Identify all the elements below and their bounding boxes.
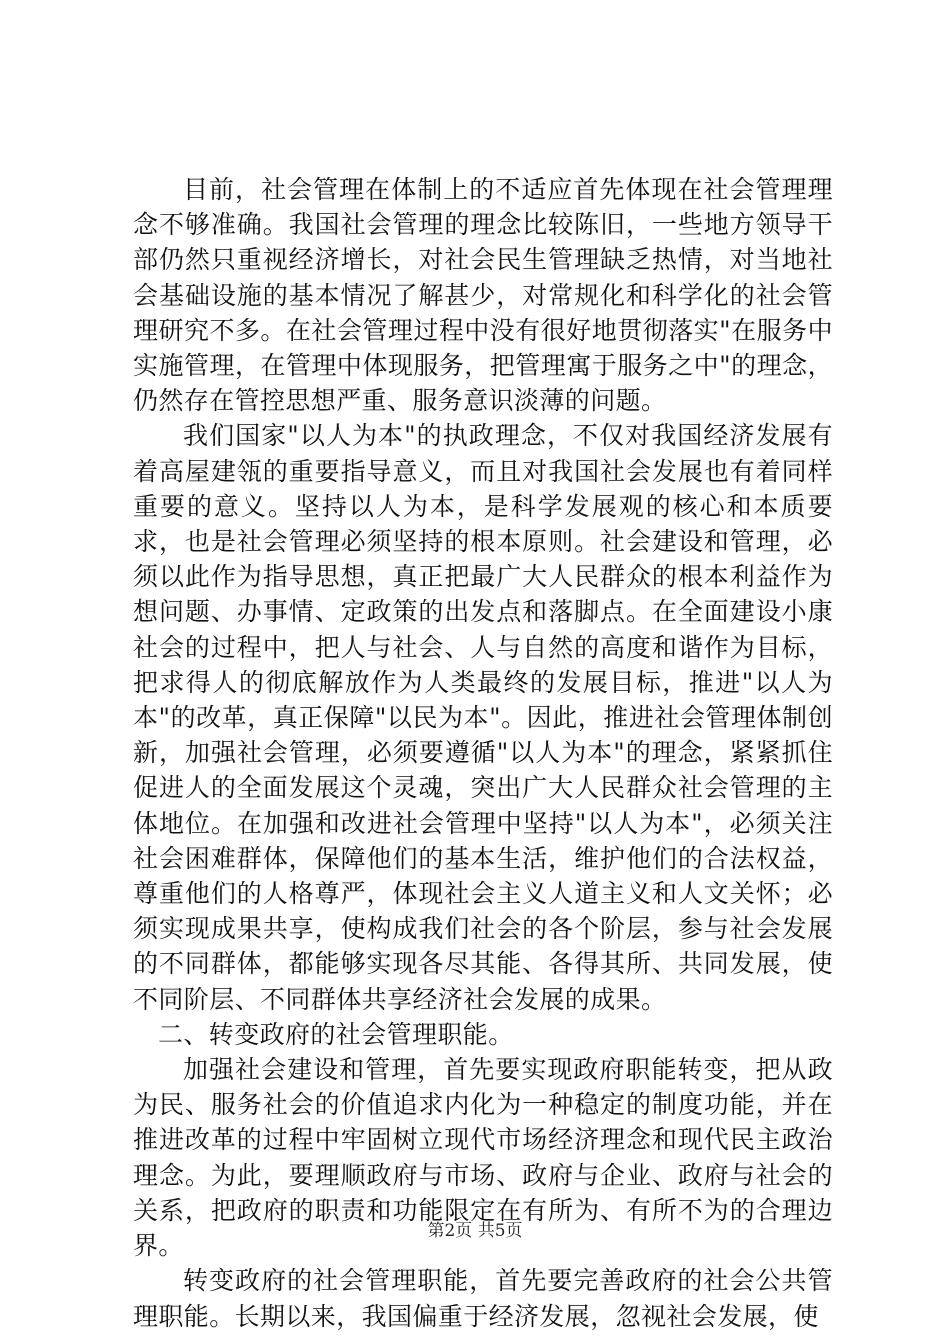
paragraph-3: 加强社会建设和管理，首先要实现政府职能转变，把从政为民、服务社会的价值追求内化为一种稳定的制度功能，并在推进改革的过程中牢固树立现代市场经济理念和现代民主政治理念。为此，要理顺政府与市场、政府与企业、政府与社会的关系，把政府的职责和功能限定在有所为、有所不为的合理边界。 — [133, 1055, 833, 1261]
paragraph-2: 我们国家"以人为本"的执政理念，不仅对我国经济发展有着高屋建瓴的重要指导意义，而且对我国社会发展也有着同样重要的意义。坚持以人为本，是科学发展观的核心和本质要求，也是社会管理必须坚持的根本原则。社会建设和管理，必须以此作为指导思想，真正把最广大人民群众的根本利益作为想问题、办事情、定政策的出发点和落脚点。在全面建设小康社会的过程中，把人与社会、人与自然的高度和谐作为目标，把求得人的彻底解放作为人类最终的发展目标，推进"以人为本"的改革，真正保障"以民为本"。因此，推进社会管理体制创新，加强社会管理，必须要遵循"以人为本"的理念，紧紧抓住促进人的全面发展这个灵魂，突出广大人民群众社会管理的主体地位。在加强和改进社会管理中坚持"以人为本"，必须关注社会困难群体，保障他们的基本生活，维护他们的合法权益，尊重他们的人格尊严，体现社会主义人道主义和人文关怀；必须实现成果共享，使构成我们社会的各个阶层，参与社会发展的不同群体，都能够实现各尽其能、各得其所、共同发展，使不同阶层、不同群体共享经济社会发展的成果。 — [133, 421, 833, 1014]
paragraph-1: 目前，社会管理在体制上的不适应首先体现在社会管理理念不够准确。我国社会管理的理念比较陈旧，一些地方领导干部仍然只重视经济增长，对社会民生管理缺乏热情，对当地社会基础设施的基本情况了解甚少，对常规化和科学化的社会管理研究不多。在社会管理过程中没有很好地贯彻落实"在服务中实施管理，在管理中体现服务，把管理寓于服务之中"的理念，仍然存在管控思想严重、服务意识淡薄的问题。 — [133, 175, 833, 416]
paragraph-4: 转变政府的社会管理职能，首先要完善政府的社会公共管理职能。长期以来，我国偏重于经济发展，忽视社会发展，使 — [133, 1266, 833, 1331]
page-number-footer: 第2页 共5页 — [427, 1221, 523, 1241]
document-body — [133, 172, 833, 1334]
section-heading: 二、转变政府的社会管理职能。 — [158, 1019, 514, 1049]
